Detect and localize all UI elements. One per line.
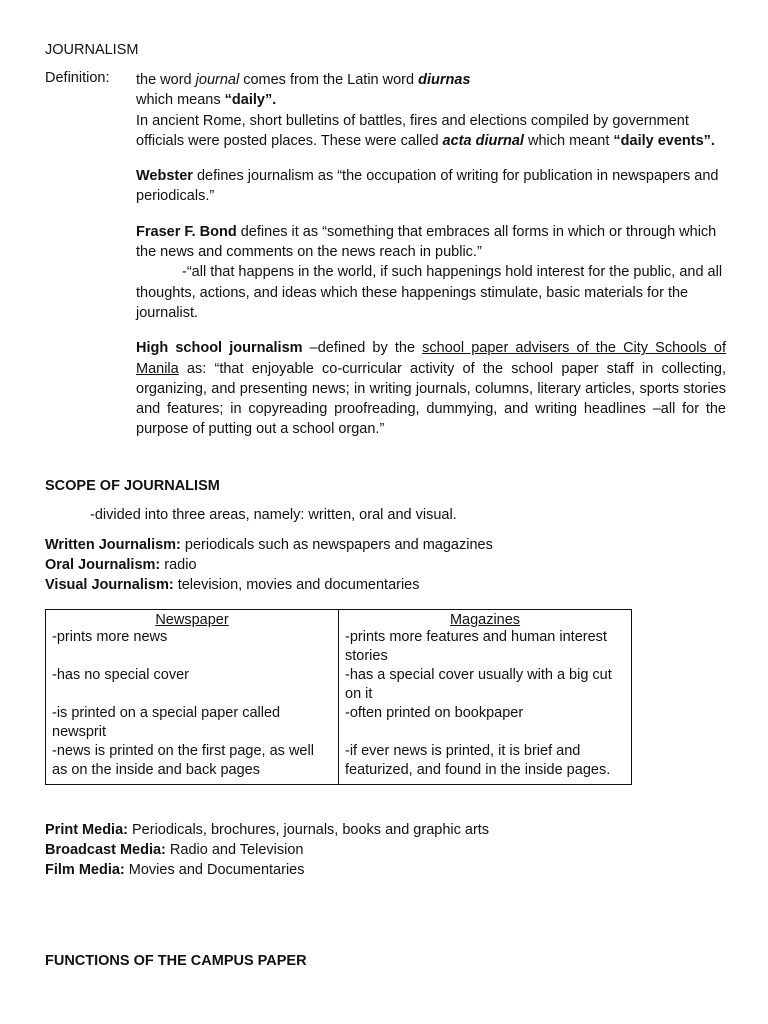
table-cell: -if ever news is printed, it is brief and featurized, and found in the inside pages. (339, 742, 632, 785)
scope-heading: SCOPE OF JOURNALISM (45, 478, 220, 494)
media-item: Print Media: Periodicals, brochures, journals, books and graphic arts (45, 822, 490, 838)
ancient-rome-paragraph: In ancient Rome, short bulletins of battles, fires and elections compiled by government officials were posted places. These were called acta diurnal which meant “daily events”. (136, 112, 715, 149)
header-magazines: Magazines (339, 610, 632, 629)
definition-body (136, 70, 726, 440)
media-item: Film Media: Movies and Documentaries (45, 862, 305, 878)
scope-intro: -divided into three areas, namely: written, oral and visual. (90, 507, 457, 523)
advisers-reference: school paper advisers of the City Schools of Manila (136, 340, 726, 377)
area-item: Oral Journalism: radio (45, 557, 197, 573)
table-cell: -has a special cover usually with a big cut on it (339, 666, 632, 704)
definition-label: Definition: (45, 70, 110, 86)
table-header-row (46, 610, 632, 629)
webster-definition: Webster defines journalism as “the occupation of writing for publication in newspapers and periodicals.” (136, 168, 719, 205)
table-row (46, 742, 632, 785)
area-item: Written Journalism: periodicals such as newspapers and magazines (45, 537, 493, 553)
media-list (45, 820, 489, 880)
table-cell: -often printed on bookpaper (339, 704, 632, 742)
bond-definition: Fraser F. Bond defines it as “something that embraces all forms in which or through which the news and comments on the news reach in public.” (136, 223, 717, 261)
table-row (46, 704, 632, 742)
media-item: Broadcast Media: Radio and Television (45, 842, 304, 858)
table-cell: -is printed on a special paper called newsprit (46, 704, 339, 742)
table-cell: -news is printed on the first page, as well as on the inside and back pages (46, 742, 339, 785)
area-item: Visual Journalism: television, movies and documentaries (45, 577, 420, 593)
table-cell: -prints more features and human interest stories (339, 628, 632, 666)
table-row (46, 628, 632, 666)
definition-line-1: the word journal comes from the Latin word diurnas (136, 72, 471, 88)
table-cell: -prints more news (46, 628, 339, 666)
header-newspaper: Newspaper (46, 610, 339, 629)
document-title: JOURNALISM (45, 42, 139, 58)
functions-heading: FUNCTIONS OF THE CAMPUS PAPER (45, 953, 307, 969)
journalism-areas (45, 535, 493, 595)
definition-line-2: which means “daily”. (136, 92, 277, 109)
bond-quote: -“all that happens in the world, if such happenings hold interest for the public, and all thoughts, actions, and ideas which these happenings stimulate, basic materials for the journalist. (136, 264, 723, 321)
high-school-definition: High school journalism –defined by the school paper advisers of the City Schools of Manila as: “that enjoyable co-curricular activity of the school paper staff in collecting, organizing, and presenting news; in writing journals, columns, literary articles, sports stories and features; in copyreading proofreading, dummying, and writing headlines –all for the purpose of putting out a school organ.” (136, 340, 726, 438)
comparison-table (45, 609, 632, 785)
table-row (46, 666, 632, 704)
table-cell: -has no special cover (46, 666, 339, 704)
